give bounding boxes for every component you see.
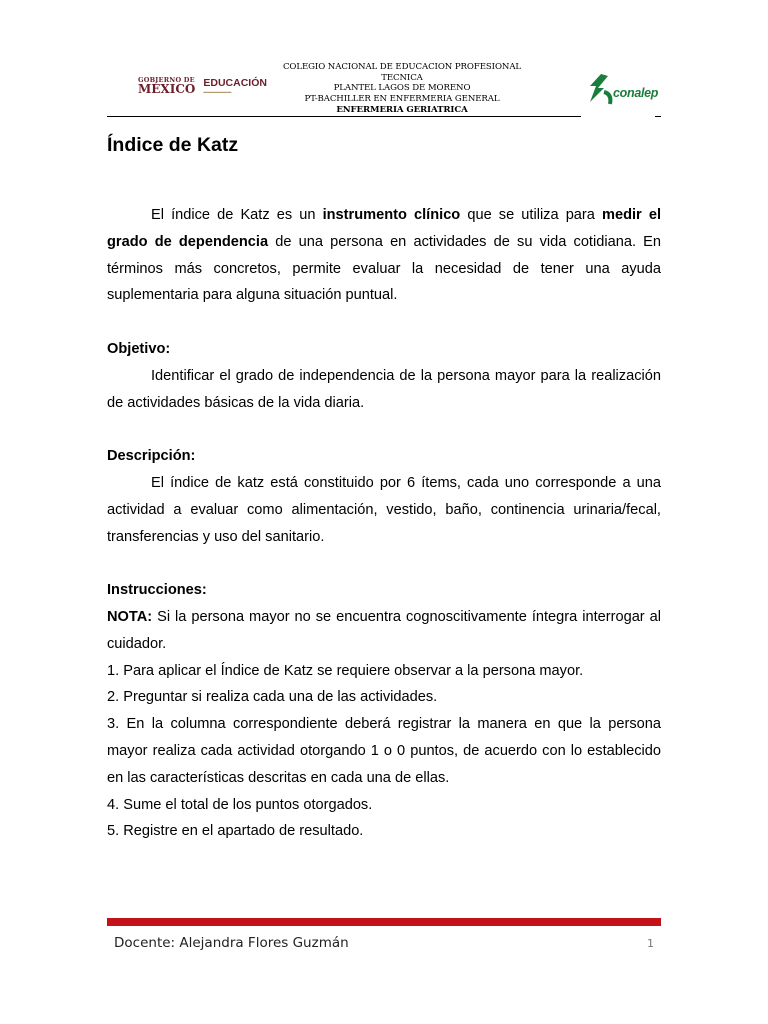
nota-text: Si la persona mayor no se encuentra cognoscitivamente íntegra interrogar al cuidador. <box>107 608 661 652</box>
objetivo-paragraph: Identificar el grado de independencia de la persona mayor para la realización de actividades básicas de la vida diaria. <box>107 367 661 411</box>
document-header <box>0 0 768 125</box>
plantel-name: PLANTEL LAGOS DE MORENO <box>333 83 471 94</box>
footer-bar <box>107 918 661 926</box>
program-name: PT-BACHILLER EN ENFERMERIA GENERAL <box>304 94 500 105</box>
spacer <box>107 416 661 443</box>
nota-label: NOTA: <box>107 608 153 625</box>
descripcion-paragraph: El índice de katz está constituido por 6 ítems, cada uno corresponde a una actividad a evaluar como alimentación, vestido, baño, continencia urinaria/fecal, transferencias y uso del sanitario. <box>107 474 661 545</box>
course-name: ENFERMERIA GERIATRICA <box>336 104 468 115</box>
intro-text-2: que se utiliza para <box>460 207 602 223</box>
nota-paragraph <box>107 604 661 658</box>
educacion-subline: ▬▬▬▬▬▬▬ <box>203 89 232 95</box>
intro-paragraph <box>107 202 661 309</box>
descripcion-heading: Descripción: <box>107 448 196 465</box>
instruction-step: 1. Para aplicar el Índice de Katz se requiere observar a la persona mayor. <box>107 662 584 679</box>
header-rule <box>107 116 581 117</box>
page-title: Índice de Katz <box>107 134 239 156</box>
gob-small-text: GOBIERNO DE <box>138 75 195 84</box>
header-rule-end <box>655 116 661 117</box>
instruction-step: 4. Sume el total de los puntos otorgados. <box>107 796 373 813</box>
spacer <box>107 550 661 577</box>
gobierno-mexico-educacion-logo <box>134 68 267 104</box>
conalep-wordmark: conalep <box>613 86 659 100</box>
page-number: 1 <box>647 937 654 950</box>
objetivo-heading: Objetivo: <box>107 340 171 357</box>
instruction-step: 5. Registre en el apartado de resultado. <box>107 823 364 840</box>
intro-bold-2: medir el grado de dependencia <box>107 207 662 250</box>
gob-big-text: MÉXICO <box>138 82 196 97</box>
educacion-text: EDUCACIÓN <box>203 76 267 89</box>
institution-name: COLEGIO NACIONAL DE EDUCACION PROFESIONAL TECNICA <box>282 62 522 83</box>
intro-bold-1: instrumento clínico <box>322 207 461 223</box>
intro-text-1: El índice de Katz es un <box>151 207 323 223</box>
conalep-mark-icon <box>586 72 616 108</box>
instruction-step: 3. En la columna correspondiente deberá registrar la manera en que la persona mayor realiza cada actividad otorgando 1 o 0 puntos, de acuerdo con lo establecido en las características descritas en cada una de ellas. <box>107 716 661 786</box>
institution-block <box>262 62 542 116</box>
footer-docente: Docente: Alejandra Flores Guzmán <box>114 935 349 951</box>
instrucciones-heading: Instrucciones: <box>107 582 207 599</box>
document-body <box>107 202 661 845</box>
intro-text-3: de una persona en actividades de su vida cotidiana. En términos más concretos, permite evaluar la necesidad de tener una ayuda suplementaria para alguna situación puntual. <box>107 233 662 304</box>
spacer <box>107 309 661 336</box>
instruction-step: 2. Preguntar si realiza cada una de las actividades. <box>107 689 438 706</box>
